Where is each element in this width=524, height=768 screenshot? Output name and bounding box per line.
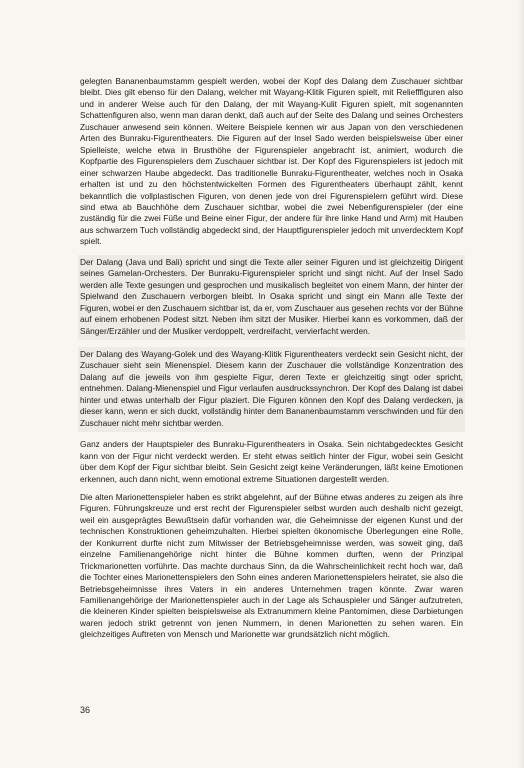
paragraph-5: Die alten Marionettenspieler haben es strikt abgelehnt, auf der Bühne etwas anderes zu zeigen als ihre Figuren. Führungskreuze und erst recht der Figurenspieler selbst wurden auch deshalb nicht gezeigt, weil ein ausgeprägtes Bewußtsein dafür vorhanden war, die Geheimnisse der eigenen Kunst und der technischen Konstruktionen geheimzuhalten. Hierbei spielten ökonomische Überlegungen eine Rolle, der Konkurrent durfte nicht zum Mitwisser der Betriebsgeheimnisse werden, was soweit ging, daß einzelne Familienangehörige nicht hinter die Bühne kommen durften, wenn der Prinzipal Trickmarionetten vorführte. Das machte durchaus Sinn, da die Wahrscheinlichkeit recht hoch war, daß die Tochter eines Marionettenspielers den Sohn eines anderen Marionettenspielers heiratet, sie also die Betriebsgeheimnisse ihres Vaters in ein anderes Unternehmen tragen könnte. Zwar waren Familienangehörige der Marionettenspieler auch in der Lage als Schauspieler und Sänger aufzutreten, die kleineren Kinder spielten beispielsweise als Extranummern kleine Pantomimen, diese Darbietungen waren jedoch strikt getrennt von jenen Nummern, in denen Marionetten zu sehen waren. Ein gleichzeitiges Auftreten von Mensch und Marionette war grundsätzlich nicht möglich.	[80, 491, 463, 640]
paragraph-4: Ganz anders der Hauptspieler des Bunraku-Figurentheaters in Osaka. Sein nichtabgedecktes Gesicht kann von der Figur nicht verdeckt werden. Er steht etwas seitlich hinter der Figur, wobei sein Gesicht über dem Kopf der Figur sichtbar bleibt. Sein Gesicht zeigt keine Veränderungen, läßt keine Emotionen erkennen, auch dann nicht, wenn emotional extreme Situationen dargestellt werden.	[80, 439, 463, 484]
body-text	[80, 76, 463, 648]
page-number: 36	[80, 705, 91, 715]
paragraph-1: gelegten Bananenbaumstamm gespielt werden, wobei der Kopf des Dalang dem Zuschauer sichtbar bleibt. Dies gilt ebenso für den Dalang, welcher mit Wayang-Klitik Figuren spielt, mit Reliefffiguren also und in anderer Weise auch für den Dalang, der mit Wayang-Kulit Figuren spielt, mit sogenannten Schattenfiguren also, wenn man daran denkt, daß auch auf der Seite des Dalang und seines Orchesters Zuschauer anwesend sein können. Weitere Beispiele kennen wir aus Japan von den verschiedenen Arten des Bunraku-Figurentheaters. Die Figuren auf der Insel Sado werden beispielsweise über einer Spielleiste, welche etwa in Brusthöhe der Figurenspieler angebracht ist, animiert, wodurch die Kopfpartie des Figurenspielers dem Zuschauer sichtbar ist. Der Kopf des Figurenspielers ist jedoch mit einer schwarzen Haube abgedeckt. Das traditionelle Bunraku-Figurentheater, welches noch in Osaka erhalten ist und zu den höchstentwickelten Formen des Figurentheaters überhaupt zählt, kennt bekanntlich die vollplastischen Figuren, von denen jede von drei Figurenspielern geführt wird. Diese sind etwa ab Bauchhöhe dem Zuschauer sichtbar, wobei die zwei Nebenfigurenspieler (der eine zuständig für die zwei Füße und Beine einer Figur, der andere für ihre linke Hand und Arm) mit Hauben aus schwarzem Tuch vollständig abgedeckt sind, der Hauptfigurenspieler jedoch mit unverdecktem Kopf spielt.	[80, 76, 463, 247]
page-edge-shadow	[518, 0, 524, 768]
paragraph-3: Der Dalang des Wayang-Golek und des Wayang-Klitik Figurentheaters verdeckt sein Gesicht nicht, der Zuschauer sieht sein Mienenspiel. Diesem kann der Zuschauer die vollständige Konzentration des Dalang auf die jeweils von ihm gespielte Figur, deren Texte er gleichzeitig singt oder spricht, entnehmen. Dalang-Mienenspiel und Figur verlaufen ausdruckssynchron. Der Kopf des Dalang ist dabei hinter und etwas unterhalb der Figur plaziert. Die Figuren können den Kopf des Dalang verdecken, ja dieser kann, wenn er sich duckt, vollständig hinter dem Bananenbaumstamm verschwinden und für den Zuschauer nicht mehr sichtbar werden.	[78, 347, 465, 432]
paragraph-2: Der Dalang (Java und Bali) spricht und singt die Texte aller seiner Figuren und ist gleichzeitig Dirigent seines Gamelan-Orchesters. Der Bunraku-Figurenspieler spricht und singt nicht. Auf der Insel Sado werden alle Texte gesungen und gesprochen und musikalisch begleitet von einem Mann, der hinter der Spielwand den Zuschauern verborgen bleibt. In Osaka spricht und singt ein Mann alle Texte der Figuren, wobei er den Zuschauern sichtbar ist, da er, vom Zuschauer aus gesehen rechts vor der Bühne auf einem erhobenen Podest sitzt. Neben ihm sitzt der Musiker. Hierbei kann es vorkommen, daß der Sänger/Erzähler und der Musiker verdoppelt, verdreifacht, vervierfacht werden.	[78, 255, 465, 340]
